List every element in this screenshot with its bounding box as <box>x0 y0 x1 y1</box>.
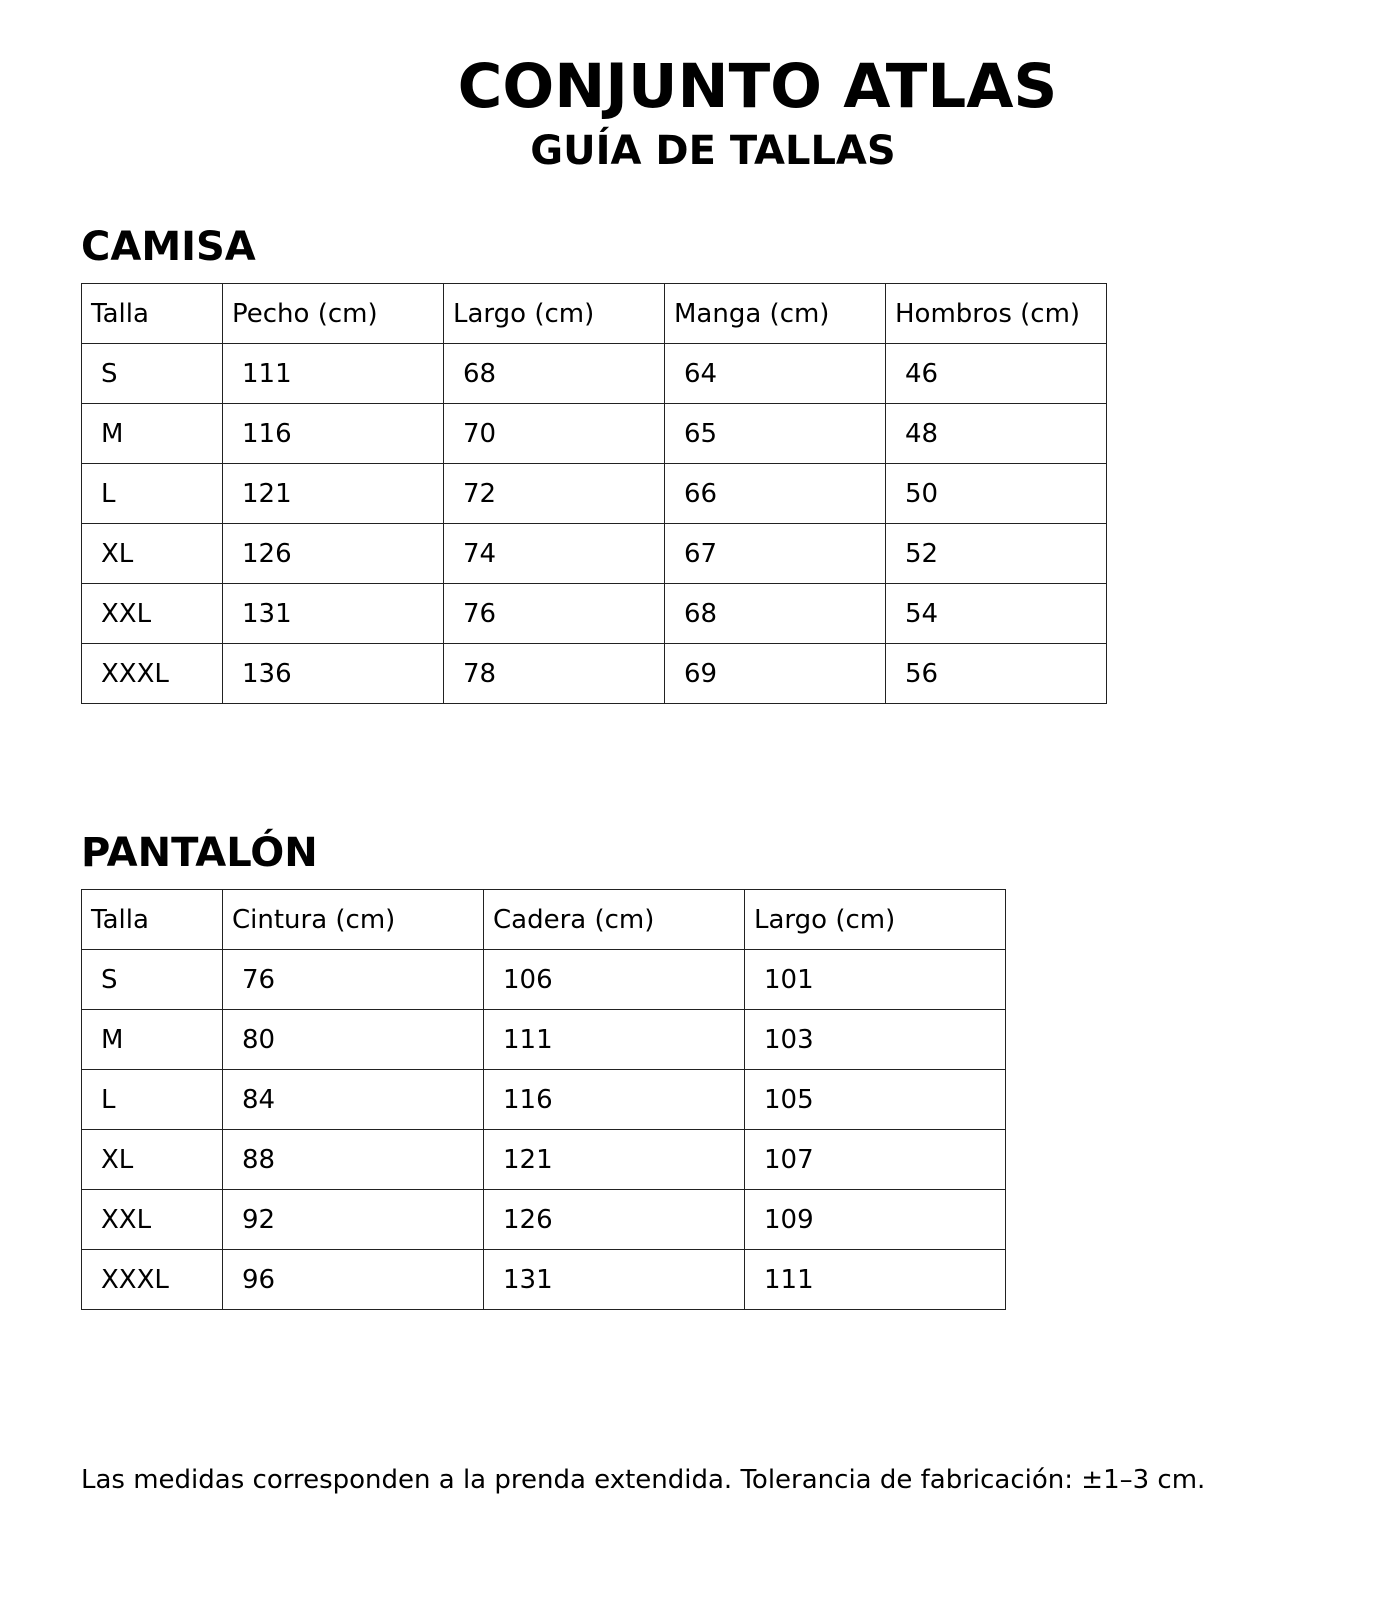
camisa-heading: CAMISA <box>81 224 256 270</box>
table-cell: 69 <box>665 644 886 704</box>
table-cell: XXXL <box>82 644 223 704</box>
table-cell: 48 <box>886 404 1107 464</box>
table-cell: 76 <box>223 950 484 1010</box>
table-row <box>82 344 1107 404</box>
document-subtitle: GUÍA DE TALLAS <box>530 128 896 174</box>
table-cell: 92 <box>223 1190 484 1250</box>
table-cell: 131 <box>484 1250 745 1310</box>
table-row <box>82 1190 1006 1250</box>
pantalon-size-table <box>81 889 1006 1310</box>
table-cell: 116 <box>223 404 444 464</box>
table-row <box>82 950 1006 1010</box>
header-cell: Cadera (cm) <box>484 890 745 950</box>
table-cell: 121 <box>484 1130 745 1190</box>
table-row <box>82 524 1107 584</box>
header-cell: Pecho (cm) <box>223 284 444 344</box>
table-row <box>82 584 1107 644</box>
table-row <box>82 1010 1006 1070</box>
table-row <box>82 1250 1006 1310</box>
table-cell: 72 <box>444 464 665 524</box>
table-cell: 101 <box>745 950 1006 1010</box>
table-cell: 111 <box>484 1010 745 1070</box>
table-cell: 84 <box>223 1070 484 1130</box>
table-cell: 54 <box>886 584 1107 644</box>
table-cell: 78 <box>444 644 665 704</box>
camisa-size-table <box>81 283 1107 704</box>
table-cell: 68 <box>444 344 665 404</box>
table-cell: XXXL <box>82 1250 223 1310</box>
table-cell: 111 <box>223 344 444 404</box>
table-cell: M <box>82 1010 223 1070</box>
pantalon-heading: PANTALÓN <box>81 830 318 876</box>
table-row <box>82 404 1107 464</box>
table-cell: 64 <box>665 344 886 404</box>
header-cell: Manga (cm) <box>665 284 886 344</box>
table-cell: 126 <box>484 1190 745 1250</box>
table-row <box>82 464 1107 524</box>
table-cell: 80 <box>223 1010 484 1070</box>
table-cell: 126 <box>223 524 444 584</box>
table-cell: XL <box>82 1130 223 1190</box>
table-cell: 103 <box>745 1010 1006 1070</box>
table-cell: 50 <box>886 464 1107 524</box>
table-cell: 74 <box>444 524 665 584</box>
footnote: Las medidas corresponden a la prenda extendida. Tolerancia de fabricación: ±1–3 cm. <box>81 1465 1206 1495</box>
header-cell: Talla <box>82 284 223 344</box>
table-header-row <box>82 890 1006 950</box>
table-cell: L <box>82 464 223 524</box>
table-cell: 109 <box>745 1190 1006 1250</box>
header-cell: Largo (cm) <box>745 890 1006 950</box>
table-cell: 56 <box>886 644 1107 704</box>
table-cell: 116 <box>484 1070 745 1130</box>
table-cell: 131 <box>223 584 444 644</box>
table-cell: M <box>82 404 223 464</box>
table-header-row <box>82 284 1107 344</box>
table-cell: 67 <box>665 524 886 584</box>
table-cell: S <box>82 344 223 404</box>
header-cell: Hombros (cm) <box>886 284 1107 344</box>
table-cell: 121 <box>223 464 444 524</box>
table-cell: 106 <box>484 950 745 1010</box>
table-cell: 70 <box>444 404 665 464</box>
table-cell: 96 <box>223 1250 484 1310</box>
document-title: CONJUNTO ATLAS <box>457 51 1058 122</box>
table-cell: 66 <box>665 464 886 524</box>
table-cell: 52 <box>886 524 1107 584</box>
header-cell: Largo (cm) <box>444 284 665 344</box>
table-cell: 136 <box>223 644 444 704</box>
table-cell: 105 <box>745 1070 1006 1130</box>
table-cell: 76 <box>444 584 665 644</box>
table-cell: 68 <box>665 584 886 644</box>
table-row <box>82 1130 1006 1190</box>
table-cell: XXL <box>82 1190 223 1250</box>
table-cell: 46 <box>886 344 1107 404</box>
table-cell: XL <box>82 524 223 584</box>
table-row <box>82 1070 1006 1130</box>
table-cell: 65 <box>665 404 886 464</box>
table-cell: XXL <box>82 584 223 644</box>
table-cell: L <box>82 1070 223 1130</box>
table-cell: 88 <box>223 1130 484 1190</box>
header-cell: Talla <box>82 890 223 950</box>
table-cell: 111 <box>745 1250 1006 1310</box>
table-row <box>82 644 1107 704</box>
table-cell: S <box>82 950 223 1010</box>
header-cell: Cintura (cm) <box>223 890 484 950</box>
table-cell: 107 <box>745 1130 1006 1190</box>
